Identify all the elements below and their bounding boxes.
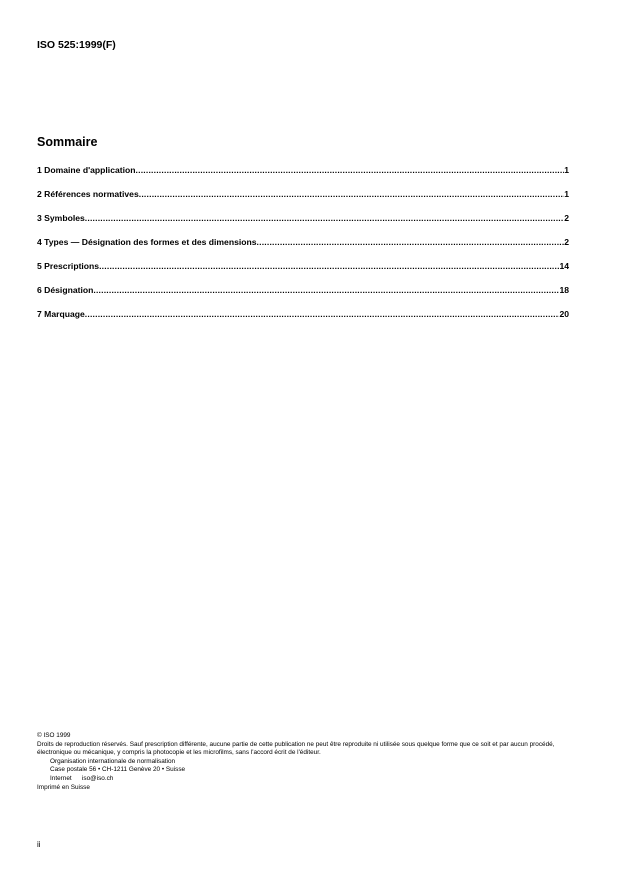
toc-entry-page: 2: [564, 237, 569, 247]
toc-entry[interactable]: [37, 189, 569, 213]
toc-entry-page: 2: [564, 213, 569, 223]
toc-entry[interactable]: [37, 261, 569, 285]
page-header: ISO 525:1999(F): [37, 39, 116, 51]
toc-leader-dots: [139, 189, 564, 199]
toc-leader-dots: [93, 285, 559, 295]
toc-entry[interactable]: [37, 309, 569, 333]
toc-entry[interactable]: [37, 213, 569, 237]
toc-leader-dots: [85, 309, 560, 319]
page-number: ii: [37, 840, 41, 849]
postal-address: Case postale 56 • CH-1211 Genève 20 • Suisse: [50, 766, 186, 774]
toc-entry-label: 2 Références normatives: [37, 189, 139, 199]
toc-entry-label: 3 Symboles: [37, 213, 85, 223]
toc-leader-dots: [85, 213, 564, 223]
toc-entry-page: 1: [564, 165, 569, 175]
toc-entry-label: 6 Désignation: [37, 285, 94, 295]
toc-entry-page: 14: [559, 261, 569, 271]
toc-entry-page: 18: [559, 285, 569, 295]
copyright-block: [37, 732, 577, 792]
toc-title: Sommaire: [37, 135, 98, 149]
table-of-contents: [37, 165, 569, 333]
toc-leader-dots: [136, 165, 565, 175]
internet-label: Internet: [50, 774, 72, 782]
toc-entry-label: 4 Types — Désignation des formes et des dimensions: [37, 237, 257, 247]
toc-entry-page: 1: [564, 189, 569, 199]
toc-entry[interactable]: [37, 165, 569, 189]
internet-email-link[interactable]: iso@iso.ch: [82, 774, 114, 782]
internet-line: [37, 775, 577, 784]
copyright-notice: © ISO 1999: [37, 732, 71, 739]
toc-leader-dots: [257, 237, 565, 247]
toc-entry-label: 1 Domaine d'application: [37, 165, 136, 175]
printed-in: Imprimé en Suisse: [37, 783, 90, 791]
copyright-rights: Droits de reproduction réservés. Sauf prescription différente, aucune partie de cette publication ne peut être reproduite ni utilisée sous quelque forme que ce soit et par aucun procédé, électronique ou mécanique, y compris la photocopie et les microfilms, sans l'accord écrit de l'éditeur.: [37, 740, 555, 757]
toc-entry[interactable]: [37, 285, 569, 309]
organisation-name: Organisation internationale de normalisation: [50, 757, 176, 765]
toc-entry[interactable]: [37, 237, 569, 261]
toc-entry-label: 5 Prescriptions: [37, 261, 100, 271]
toc-entry-page: 20: [559, 309, 569, 319]
toc-leader-dots: [99, 261, 559, 271]
toc-entry-label: 7 Marquage: [37, 309, 85, 319]
